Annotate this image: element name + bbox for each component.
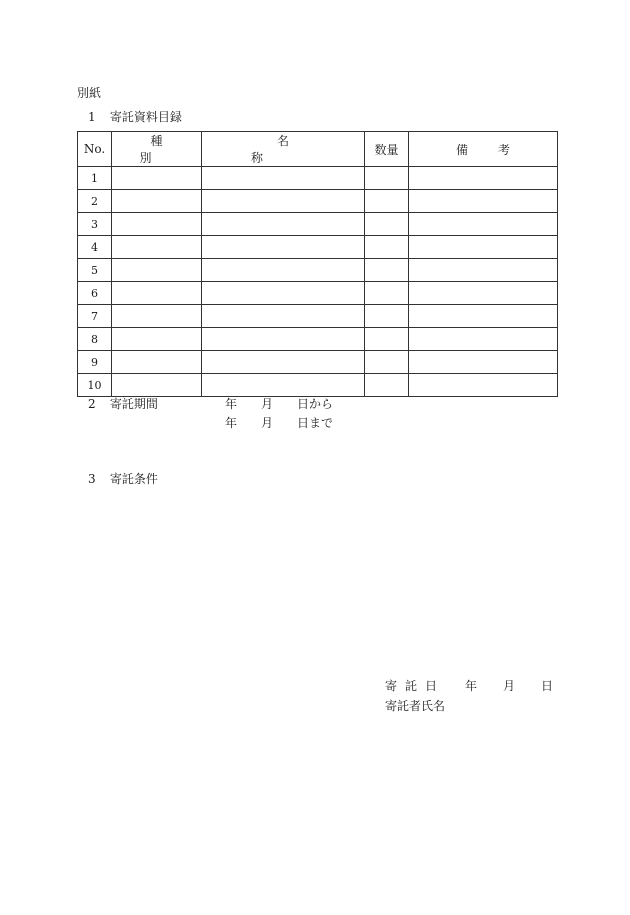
deposit-date-line: [385, 677, 553, 694]
column-header-quantity: 数量: [365, 132, 409, 167]
deposit-catalog-table: [77, 131, 558, 397]
quantity-cell[interactable]: [365, 374, 409, 397]
column-header-name: 名称: [202, 132, 365, 167]
section-1-heading: [88, 108, 182, 125]
name-cell[interactable]: [202, 305, 365, 328]
table-row: [78, 167, 558, 190]
type-cell[interactable]: [112, 374, 202, 397]
row-number: 9: [78, 351, 112, 374]
row-number: 2: [78, 190, 112, 213]
type-cell[interactable]: [112, 213, 202, 236]
deposit-date-month: 月: [503, 679, 516, 693]
deposit-date-year: 年: [465, 679, 478, 693]
notes-cell[interactable]: [409, 305, 558, 328]
quantity-cell[interactable]: [365, 305, 409, 328]
deposit-date-day: 日: [541, 679, 554, 693]
quantity-cell[interactable]: [365, 213, 409, 236]
table-row: [78, 213, 558, 236]
type-cell[interactable]: [112, 351, 202, 374]
column-header-notes: 備考: [409, 132, 558, 167]
table-row: [78, 259, 558, 282]
section-3-number: 3: [88, 472, 96, 486]
column-header-no: No.: [78, 132, 112, 167]
period-from-year: 年: [225, 397, 238, 411]
row-number: 3: [78, 213, 112, 236]
name-cell[interactable]: [202, 190, 365, 213]
name-cell[interactable]: [202, 351, 365, 374]
quantity-cell[interactable]: [365, 328, 409, 351]
section-3-title: 寄託条件: [109, 472, 158, 486]
row-number: 5: [78, 259, 112, 282]
notes-cell[interactable]: [409, 167, 558, 190]
period-to-month: 月: [261, 416, 274, 430]
deposit-date-label: 寄託日: [385, 679, 446, 693]
type-cell[interactable]: [112, 190, 202, 213]
name-cell[interactable]: [202, 236, 365, 259]
table-row: [78, 282, 558, 305]
name-cell[interactable]: [202, 328, 365, 351]
attachment-label: 別紙: [77, 86, 102, 100]
period-to-day: 日まで: [297, 416, 334, 430]
name-cell[interactable]: [202, 167, 365, 190]
depositor-name-label: 寄託者氏名: [385, 699, 446, 713]
notes-cell[interactable]: [409, 328, 558, 351]
name-cell[interactable]: [202, 374, 365, 397]
deposit-period-to: [225, 414, 333, 431]
row-number: 10: [78, 374, 112, 397]
name-cell[interactable]: [202, 259, 365, 282]
quantity-cell[interactable]: [365, 236, 409, 259]
section-1-number: 1: [88, 110, 96, 124]
type-cell[interactable]: [112, 259, 202, 282]
quantity-cell[interactable]: [365, 190, 409, 213]
type-cell[interactable]: [112, 236, 202, 259]
row-number: 4: [78, 236, 112, 259]
row-number: 1: [78, 167, 112, 190]
type-cell[interactable]: [112, 167, 202, 190]
notes-cell[interactable]: [409, 351, 558, 374]
section-1-title: 寄託資料目録: [109, 110, 182, 124]
period-to-year: 年: [225, 416, 238, 430]
notes-cell[interactable]: [409, 259, 558, 282]
deposit-period-from: [225, 395, 333, 412]
notes-cell[interactable]: [409, 213, 558, 236]
column-header-type: 種別: [112, 132, 202, 167]
table-row: [78, 374, 558, 397]
table-row: [78, 328, 558, 351]
quantity-cell[interactable]: [365, 259, 409, 282]
quantity-cell[interactable]: [365, 282, 409, 305]
period-from-month: 月: [261, 397, 274, 411]
type-cell[interactable]: [112, 282, 202, 305]
quantity-cell[interactable]: [365, 351, 409, 374]
section-3-heading: [88, 470, 158, 487]
row-number: 6: [78, 282, 112, 305]
table-row: [78, 190, 558, 213]
table-row: [78, 236, 558, 259]
notes-cell[interactable]: [409, 282, 558, 305]
section-2-heading: [88, 395, 158, 412]
quantity-cell[interactable]: [365, 167, 409, 190]
name-cell[interactable]: [202, 213, 365, 236]
section-2-number: 2: [88, 397, 96, 411]
table-row: [78, 305, 558, 328]
period-from-day: 日から: [297, 397, 334, 411]
table-row: [78, 351, 558, 374]
table-header-row: [78, 132, 558, 167]
notes-cell[interactable]: [409, 374, 558, 397]
type-cell[interactable]: [112, 305, 202, 328]
notes-cell[interactable]: [409, 236, 558, 259]
name-cell[interactable]: [202, 282, 365, 305]
row-number: 7: [78, 305, 112, 328]
type-cell[interactable]: [112, 328, 202, 351]
row-number: 8: [78, 328, 112, 351]
notes-cell[interactable]: [409, 190, 558, 213]
section-2-title: 寄託期間: [109, 397, 158, 411]
